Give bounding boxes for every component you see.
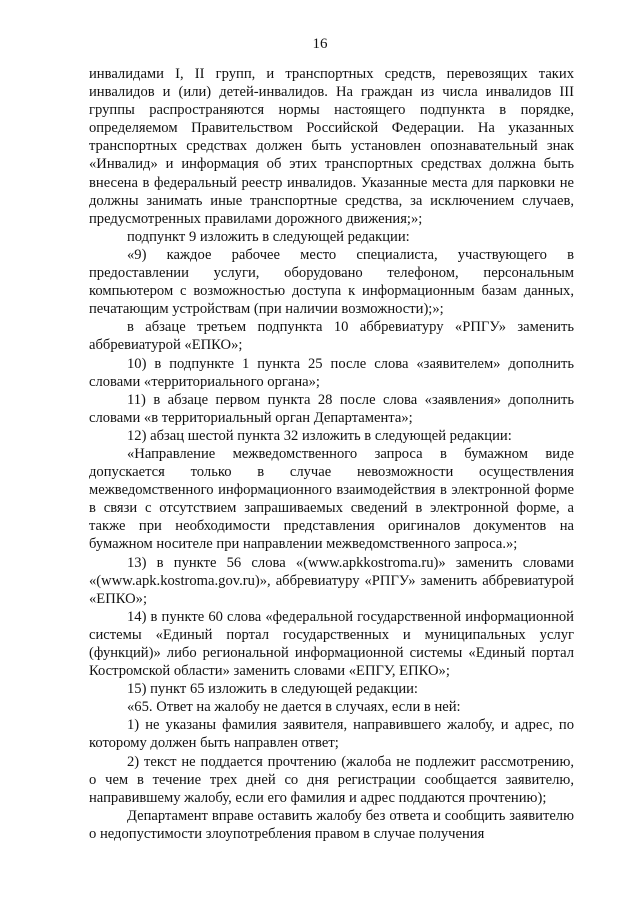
paragraph: подпункт 9 изложить в следующей редакции:	[127, 228, 410, 245]
paragraph: 13) в пункте 56 слова «(www.apkkostroma.ru)» заменить словами «(www.apk.kostroma.gov.ru)», аббревиатуру «РПГУ» заменить аббревиатурой «ЕПКО»;	[89, 554, 574, 607]
paragraph: 2) текст не поддается прочтению (жалоба не подлежит рассмотрению, о чем в течение трех дней со дня регистрации сообщается заявителю, направившему жалобу, если его фамилия и адрес поддаются прочтению);	[89, 753, 574, 806]
paragraph: «65. Ответ на жалобу не дается в случаях, если в ней:	[127, 699, 461, 716]
paragraph-continuation: инвалидами I, II групп, и транспортных средств, перевозящих таких инвалидов и (или) детей-инвалидов. На граждан из числа инвалидов III группы распространяются нормы настоящего подпункта в порядке, определяемом Правительством Российской Федерации. На указанных транспортных средствах должен быть установлен опознавательный знак «Инвалид» и информация об этих транспортных средствах должна быть внесена в федеральный реестр инвалидов. Указанные места для парковки не должны занимать иные транспортные средства, за исключением случаев, предусмотренных правилами дорожного движения;»;	[89, 66, 574, 227]
document-body	[89, 65, 574, 843]
paragraph: 14) в пункте 60 слова «федеральной государственной информационной системы «Единый портал государственных и муниципальных услуг (функций)» либо региональной информационной системы «Единый портал Костромской области» заменить словами «ЕПГУ, ЕПКО»;	[89, 608, 574, 680]
paragraph: 12) абзац шестой пункта 32 изложить в следующей редакции:	[127, 427, 512, 444]
paragraph: Департамент вправе оставить жалобу без ответа и сообщить заявителю о недопустимости злоупотребления правом в случае получения	[89, 807, 574, 842]
paragraph: в абзаце третьем подпункта 10 аббревиатуру «РПГУ» заменить аббревиатурой «ЕПКО»;	[89, 319, 574, 354]
paragraph: 15) пункт 65 изложить в следующей редакции:	[127, 681, 418, 698]
paragraph: 1) не указаны фамилия заявителя, направившего жалобу, и адрес, по которому должен быть направлен ответ;	[89, 717, 574, 752]
page-number: 16	[312, 36, 328, 52]
paragraph: «Направление межведомственного запроса в бумажном виде допускается только в случае невозможности осуществления межведомственного информационного взаимодействия в электронной форме в связи с отсутствием запрашиваемых сведений в электронной форме, а также при необходимости представления оригиналов документов на бумажном носителе при направлении межведомственного запроса.»;	[89, 445, 574, 553]
paragraph: «9) каждое рабочее место специалиста, участвующего в предоставлении услуги, оборудовано телефоном, персональным компьютером с возможностью доступа к информационным базам данных, печатающим устройствам (при наличии возможности);»;	[89, 246, 574, 318]
paragraph: 11) в абзаце первом пункта 28 после слова «заявления» дополнить словами «в территориальный орган Департамента»;	[89, 391, 574, 426]
paragraph: 10) в подпункте 1 пункта 25 после слова «заявителем» дополнить словами «территориального органа»;	[89, 355, 574, 390]
